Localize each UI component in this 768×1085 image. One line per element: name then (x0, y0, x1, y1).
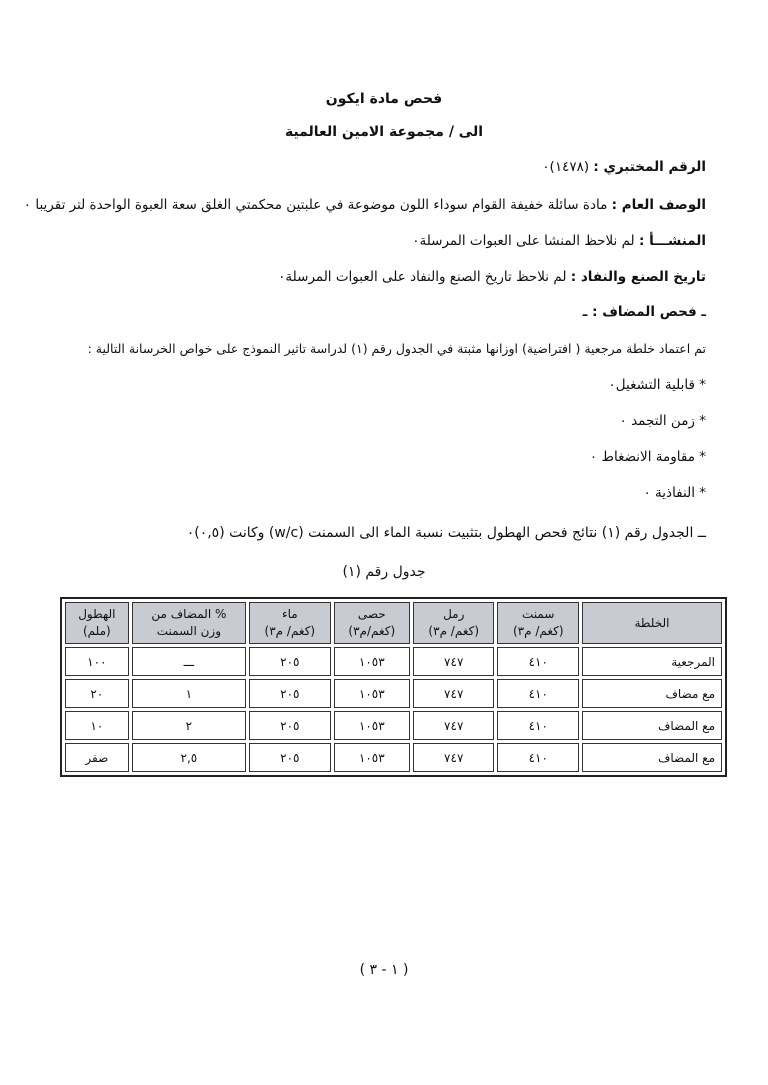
cell-additive: ٢,٥ (132, 743, 246, 772)
header-water-label: ماء (281, 607, 298, 621)
header-mix (582, 602, 722, 644)
cell-additive: ٢ (132, 711, 246, 740)
slump-results-table (60, 597, 727, 777)
cell-gravel: ١٠٥٣ (334, 647, 410, 676)
cell-water: ٢٠٥ (249, 647, 331, 676)
header-water (249, 602, 331, 644)
header-cement-label: سمنت (522, 607, 555, 621)
dates-label: تاريخ الصنع والنفاد : (570, 269, 706, 285)
intro-paragraph: تم اعتماد خلطة مرجعية ( افتراضية) اوزانها مثبتة في الجدول رقم (١) لدراسة تاثير النموذج على خواص الخرسانة التالية : (87, 341, 706, 356)
cell-gravel: ١٠٥٣ (334, 711, 410, 740)
table-note: ــ الجدول رقم (١) نتائج فحص الهطول بتثبيت نسبة الماء الى السمنت (w/c) وكانت (٠,٥)٠ (186, 525, 706, 541)
description-value: مادة سائلة خفيفة القوام سوداء اللون موضوعة في علبتين محكمتي الغلق سعة العبوة الواحدة لتر تقريبا ٠ (23, 197, 608, 213)
cell-slump: ١٠٠ (65, 647, 129, 676)
header-water-unit: (كغم/ م٣) (264, 624, 316, 638)
header-sand-label: رمل (443, 607, 465, 621)
cell-mix: المرجعية (582, 647, 722, 676)
cell-slump: صفر (65, 743, 129, 772)
dates-line (278, 268, 706, 286)
recipient-line: الى / مجموعة الامين العالمية (284, 124, 484, 140)
cell-water: ٢٠٥ (249, 743, 331, 772)
origin-line (412, 232, 706, 250)
document-title: فحص مادة ايكون (325, 91, 443, 107)
origin-value: لم نلاحظ المنشا على العبوات المرسلة٠ (412, 233, 635, 249)
table-row (65, 647, 722, 676)
cell-cement: ٤١٠ (497, 679, 579, 708)
cell-additive: ١ (132, 679, 246, 708)
cell-sand: ٧٤٧ (413, 711, 495, 740)
cell-cement: ٤١٠ (497, 647, 579, 676)
cell-sand: ٧٤٧ (413, 743, 495, 772)
header-cement (497, 602, 579, 644)
header-sand (413, 602, 495, 644)
dates-value: لم نلاحظ تاريخ الصنع والنفاد على العبوات المرسلة٠ (278, 269, 567, 285)
bullet-permeability: * النفاذية ٠ (643, 485, 706, 501)
header-slump-label: الهطول (78, 607, 116, 621)
header-additive (132, 602, 246, 644)
table-row (65, 711, 722, 740)
cell-gravel: ١٠٥٣ (334, 743, 410, 772)
cell-gravel: ١٠٥٣ (334, 679, 410, 708)
header-cement-unit: (كغم/ م٣) (512, 624, 564, 638)
description-line (24, 196, 706, 214)
header-additive-label: % المضاف من (151, 607, 227, 621)
header-gravel-label: حصى (357, 607, 386, 621)
cell-mix: مع المضاف (582, 711, 722, 740)
origin-label: المنشـــأ : (638, 233, 706, 249)
description-label: الوصف العام : (611, 197, 706, 213)
table-row (65, 679, 722, 708)
header-slump-unit: (ملم) (82, 624, 111, 638)
cell-slump: ٢٠ (65, 679, 129, 708)
cell-cement: ٤١٠ (497, 743, 579, 772)
header-additive-unit: وزن السمنت (156, 624, 221, 638)
cell-water: ٢٠٥ (249, 711, 331, 740)
header-sand-unit: (كغم/ م٣) (428, 624, 480, 638)
table-header-row (65, 602, 722, 644)
header-slump (65, 602, 129, 644)
lab-number-label: الرقم المختبري : (593, 159, 706, 175)
test-heading: ـ فحص المضاف : ـ (582, 304, 706, 320)
lab-number-value: (١٤٧٨)٠ (542, 159, 590, 175)
cell-mix: مع مضاف (582, 679, 722, 708)
cell-water: ٢٠٥ (249, 679, 331, 708)
cell-sand: ٧٤٧ (413, 679, 495, 708)
header-gravel-unit: (كغم/م٣) (348, 624, 396, 638)
cell-additive: ـــ (132, 647, 246, 676)
header-mix-label: الخلطة (634, 615, 670, 630)
lab-number-line (542, 158, 706, 176)
table-caption: جدول رقم (١) (342, 564, 426, 580)
cell-slump: ١٠ (65, 711, 129, 740)
page-number: ( ١ - ٣ ) (359, 962, 409, 978)
cell-cement: ٤١٠ (497, 711, 579, 740)
table-row (65, 743, 722, 772)
header-gravel (334, 602, 410, 644)
bullet-compressive-strength: * مقاومة الانضغاط ٠ (589, 449, 706, 465)
cell-sand: ٧٤٧ (413, 647, 495, 676)
cell-mix: مع المضاف (582, 743, 722, 772)
bullet-workability: * قابلية التشغيل٠ (608, 377, 706, 393)
bullet-setting-time: * زمن التجمد ٠ (619, 413, 706, 429)
